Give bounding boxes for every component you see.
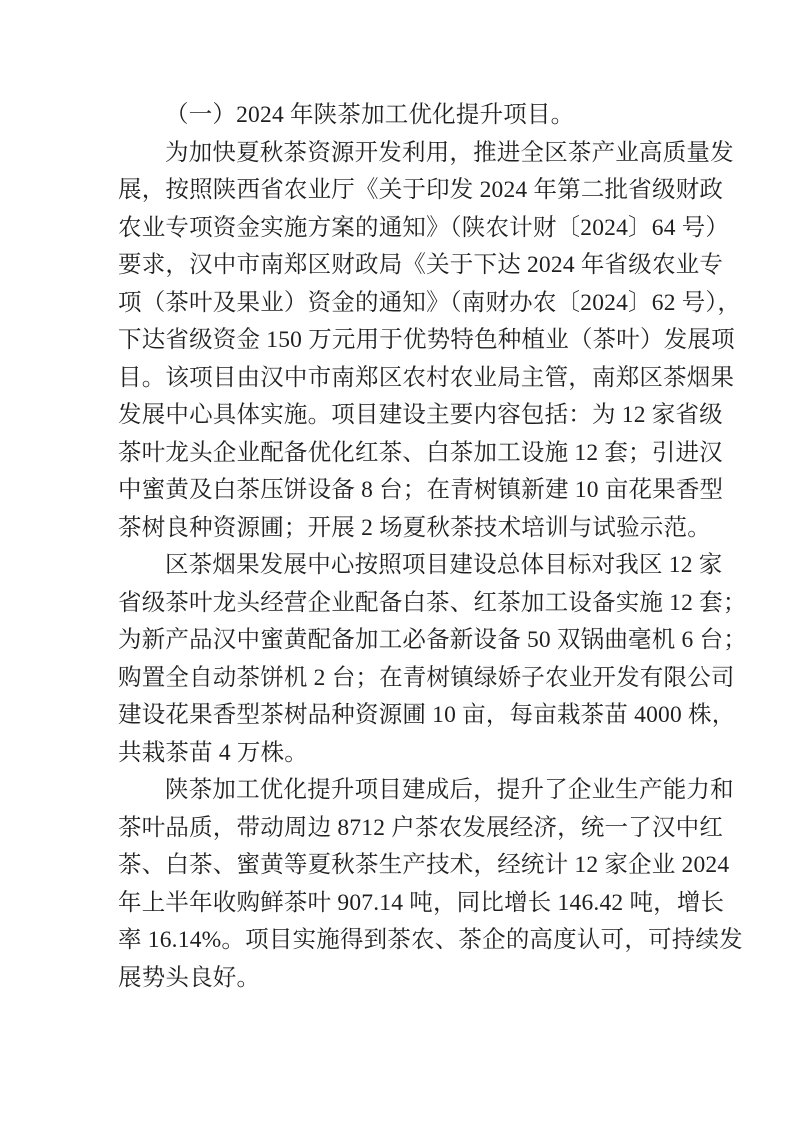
paragraph-2 <box>118 547 747 772</box>
text-line: 茶、白茶、蜜黄等夏秋茶生产技术，经统计 12 家企业 2024 <box>118 852 730 878</box>
text-line: 中蜜黄及白茶压饼设备 8 台；在青树镇新建 10 亩花果香型 <box>118 477 724 503</box>
text-line: 农业专项资金实施方案的通知》（陕农计财〔2024〕64 号） <box>118 214 730 241</box>
text-line: 为新产品汉中蜜黄配备加工必备新设备 50 双锅曲毫机 6 台； <box>118 627 747 653</box>
text-line: 项（茶叶及果业）资金的通知》（南财办农〔2024〕62 号）， <box>118 289 742 316</box>
text-line: 要求，汉中市南郑区财政局《关于下达 2024 年省级农业专 <box>118 252 724 278</box>
text-line: 茶树良种资源圃；开展 2 场夏秋茶技术培训与试验示范。 <box>118 514 711 541</box>
text-line: 为加快夏秋茶资源开发利用，推进全区茶产业高质量发 <box>165 139 734 166</box>
text-line: 建设花果香型茶树品种资源圃 10 亩，每亩栽茶苗 4000 株， <box>118 702 736 728</box>
text-line: 目。该项目由汉中市南郑区农村农业局主管，南郑区茶烟果 <box>118 364 735 391</box>
text-line: 展势头良好。 <box>118 964 261 991</box>
section-heading: （一）2024 年陕茶加工优化提升项目。 <box>165 102 575 128</box>
text-line: 区茶烟果发展中心按照项目建设总体目标对我区 12 家 <box>165 552 723 578</box>
text-line: 陕茶加工优化提升项目建成后，提升了企业生产能力和 <box>165 777 734 803</box>
text-line: 年上半年收购鲜茶叶 907.14 吨，同比增长 146.42 吨，增长 <box>118 889 725 916</box>
text-line: 省级茶叶龙头经营企业配备白茶、红茶加工设备实施 12 套； <box>118 589 747 616</box>
text-line: 购置全自动茶饼机 2 台；在青树镇绿娇子农业开发有限公司 <box>118 664 735 691</box>
text-line: 下达省级资金 150 万元用于优势特色种植业（茶叶）发展项 <box>118 327 735 353</box>
paragraph-3 <box>118 772 743 997</box>
text-line: 发展中心具体实施。项目建设主要内容包括：为 12 家省级 <box>118 402 723 428</box>
text-line: 展，按照陕西省农业厅《关于印发 2024 年第二批省级财政 <box>118 177 724 203</box>
text-line: 共栽茶苗 4 万株。 <box>118 739 308 766</box>
text-line: 率 16.14%。项目实施得到茶农、茶企的高度认可，可持续发 <box>118 927 743 953</box>
text-line: 茶叶品质，带动周边 8712 户茶农发展经济，统一了汉中红 <box>118 814 724 841</box>
paragraph-1 <box>118 135 742 548</box>
text-line: 茶叶龙头企业配备优化红茶、白茶加工设施 12 套；引进汉 <box>118 439 723 466</box>
